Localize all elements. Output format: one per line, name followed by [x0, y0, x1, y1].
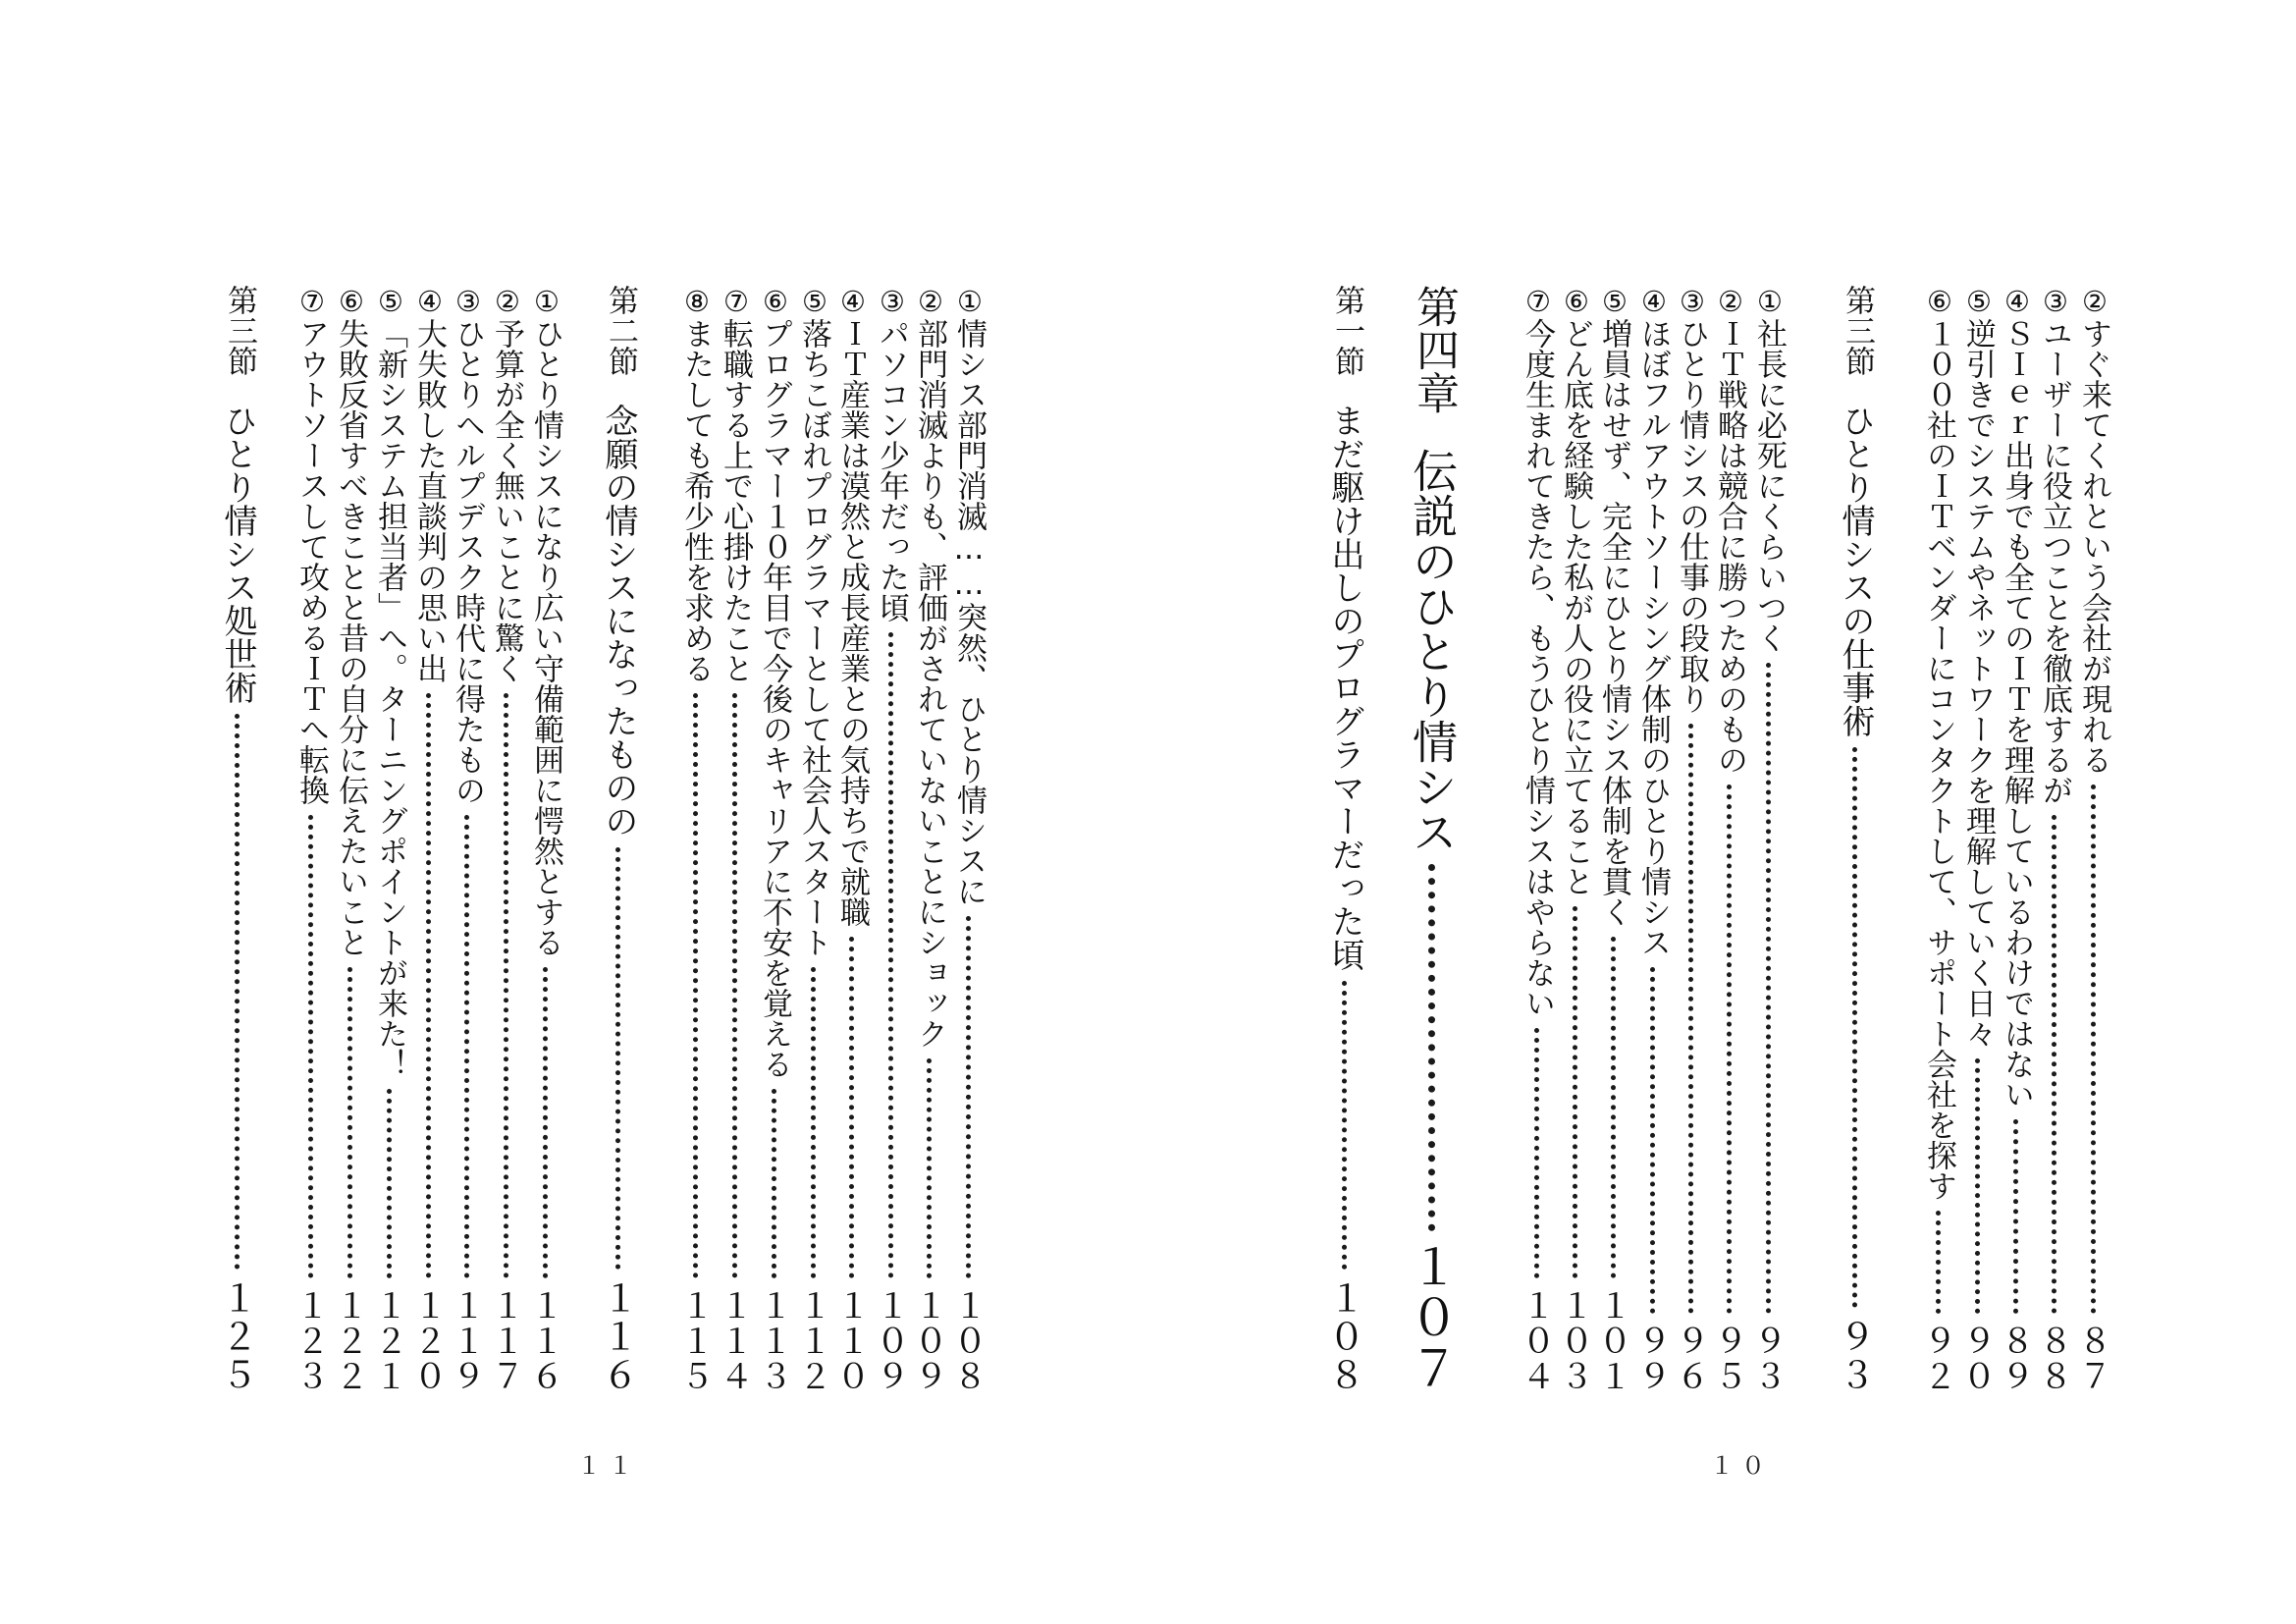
- entry-title: アウトソースして攻めるＩＴへ転換: [294, 318, 329, 805]
- toc-entry[interactable]: [1592, 285, 1631, 1394]
- section-title: ひとり情シス処世術: [218, 404, 257, 704]
- leader-dots: [1325, 981, 1347, 1270]
- entry-page: ９０: [1956, 1324, 1996, 1394]
- entry-number: ③: [876, 285, 909, 318]
- toc-entry[interactable]: [1631, 285, 1671, 1394]
- entry-title: またしても希少性を求める: [678, 318, 714, 683]
- entry-number: ④: [836, 285, 870, 318]
- entry-page: １１６: [524, 1288, 563, 1394]
- toc-entry[interactable]: [524, 285, 563, 1394]
- entry-number: ⑦: [720, 285, 753, 318]
- entry-title: ほぼフルアウトソーシング体制のひとり情シス: [1635, 318, 1671, 957]
- entry-title: １００社のＩＴベンダーにコンタクトして、サポート会社を探す: [1921, 318, 1956, 1201]
- chapter-title: 伝説のひとり情シス: [1406, 448, 1459, 854]
- toc-entry[interactable]: [1995, 285, 2034, 1394]
- entry-page: ８９: [1995, 1324, 2034, 1394]
- entry-number: ③: [452, 285, 485, 318]
- entry-page: １１５: [674, 1288, 714, 1394]
- leader-dots: [1959, 1058, 1980, 1314]
- entry-title: 増員はせず、完全にひとり情シス体制を貫く: [1596, 318, 1631, 927]
- toc-entry[interactable]: [1670, 285, 1709, 1394]
- entry-number: ①: [1753, 285, 1787, 318]
- leader-dots: [371, 1089, 392, 1278]
- toc-entry[interactable]: [2033, 285, 2072, 1394]
- entry-number: ⑤: [374, 285, 407, 318]
- entry-page: ９２: [1917, 1324, 1956, 1394]
- entry-page: １２２: [329, 1288, 368, 1394]
- entry-number: ①: [530, 285, 563, 318]
- entry-page: １０３: [1554, 1288, 1593, 1394]
- leader-dots: [332, 967, 352, 1278]
- toc-entry[interactable]: [908, 285, 947, 1394]
- toc-entry[interactable]: [870, 285, 909, 1394]
- entry-page: １１２: [792, 1288, 831, 1394]
- toc-entry[interactable]: [329, 285, 368, 1394]
- entry-page: ９９: [1631, 1324, 1671, 1394]
- leader-dots: [1836, 747, 1857, 1308]
- entry-number: ⑤: [798, 285, 831, 318]
- entry-page: １０９: [870, 1288, 909, 1394]
- toc-entry[interactable]: [947, 285, 987, 1394]
- leader-dots: [488, 693, 508, 1278]
- toc-entry[interactable]: [290, 285, 329, 1394]
- toc-entry[interactable]: [1956, 285, 1996, 1394]
- toc-entry[interactable]: [714, 285, 753, 1394]
- section-number: 第三節: [222, 285, 257, 376]
- entry-page: １１７: [485, 1288, 524, 1394]
- section-number: 第三節: [1840, 285, 1875, 376]
- entry-title: 予算が全く無いことに驚く: [489, 318, 524, 683]
- entry-title: 部門消滅よりも、評価がされていないことにショック: [912, 318, 947, 1049]
- entry-title: プログラマー１０年目で今後のキャリアに不安を覚える: [757, 318, 792, 1079]
- toc-entry[interactable]: [1917, 285, 1956, 1394]
- toc-entry[interactable]: [792, 285, 831, 1394]
- entry-title: どん底を経験した私が人の役に立てること: [1558, 318, 1593, 896]
- toc-entry[interactable]: [1708, 285, 1747, 1394]
- leader-dots: [2075, 785, 2096, 1314]
- entry-title: ＩＴ戦略は競合に勝つためのもの: [1712, 318, 1747, 775]
- entry-number: ⑤: [1962, 285, 1996, 318]
- entry-title: ひとり情シスになり広い守備範囲に愕然とする: [528, 318, 563, 957]
- chapter-page: １０７: [1402, 1241, 1459, 1394]
- section-page: １２５: [215, 1279, 257, 1394]
- section-page: １１６: [596, 1279, 638, 1394]
- leader-dots: [795, 967, 816, 1278]
- leader-dots: [1634, 967, 1655, 1314]
- leader-dots: [449, 815, 469, 1278]
- leader-dots: [2036, 815, 2056, 1314]
- leader-dots: [1595, 937, 1616, 1278]
- leader-dots: [599, 847, 620, 1270]
- leader-dots: [911, 1058, 932, 1278]
- entry-number: ④: [413, 285, 447, 318]
- entry-page: １２０: [407, 1288, 447, 1394]
- entry-page: ９５: [1708, 1324, 1747, 1394]
- entry-number: ③: [1676, 285, 1709, 318]
- entry-title: 今度生まれてきたら、もうひとり情シスはやらない: [1520, 318, 1555, 1018]
- entry-title: 情シス部門消滅……突然、ひとり情シスに: [951, 318, 987, 906]
- toc-entry[interactable]: [830, 285, 870, 1394]
- entry-number: ⑧: [680, 285, 714, 318]
- entry-page: ８７: [2072, 1324, 2111, 1394]
- page-number: １０: [1710, 1454, 1773, 1480]
- leader-dots: [1750, 663, 1771, 1314]
- entry-page: １２３: [290, 1288, 329, 1394]
- entry-number: ⑥: [1923, 285, 1956, 318]
- entry-title: すぐ来てくれという会社が現れる: [2076, 318, 2111, 775]
- leader-dots: [1673, 724, 1693, 1314]
- right-page: [1148, 0, 2296, 1624]
- entry-number: ⑥: [759, 285, 792, 318]
- toc-entry[interactable]: [1554, 285, 1593, 1394]
- entry-title: 「新システム担当者」へ。ターニングポイントが来た！: [372, 318, 407, 1079]
- leader-dots: [756, 1089, 776, 1278]
- toc-section[interactable]: [1833, 285, 1875, 1394]
- leader-dots: [950, 916, 971, 1278]
- entry-title: 社長に必死にくらいつく: [1751, 318, 1787, 653]
- entry-page: ９３: [1747, 1324, 1787, 1394]
- entry-number: ⑦: [1522, 285, 1555, 318]
- toc-entry[interactable]: [753, 285, 792, 1394]
- entry-page: １０９: [908, 1288, 947, 1394]
- toc-chapter[interactable]: [1402, 285, 1459, 1394]
- leader-dots: [1404, 864, 1435, 1231]
- entry-page: １０１: [1592, 1288, 1631, 1394]
- chapter-number: 第四章: [1409, 285, 1459, 414]
- section-title: ひとり情シスの仕事術: [1836, 404, 1875, 737]
- leader-dots: [677, 693, 698, 1278]
- entry-title: ＩＴ産業は漠然と成長産業との気持ちで就職: [834, 318, 870, 927]
- page-number: １１: [577, 1454, 640, 1480]
- entry-title: ユーザーに役立つことを徹底するが: [2037, 318, 2072, 805]
- leader-dots: [410, 693, 431, 1278]
- entry-title: 落ちこぼれプログラマーとして社会人スタート: [796, 318, 831, 957]
- entry-number: ⑥: [335, 285, 368, 318]
- leader-dots: [717, 693, 737, 1278]
- entry-number: ⑤: [1598, 285, 1631, 318]
- entry-number: ④: [2001, 285, 2034, 318]
- leader-dots: [218, 714, 240, 1270]
- entry-title: 転職する上で心掛けたこと: [718, 318, 753, 683]
- toc-entry[interactable]: [407, 285, 447, 1394]
- toc-entry[interactable]: [446, 285, 485, 1394]
- entry-page: ８８: [2033, 1324, 2072, 1394]
- entry-number: ②: [914, 285, 947, 318]
- leader-dots: [527, 967, 548, 1278]
- toc-entry[interactable]: [674, 285, 714, 1394]
- toc-entry[interactable]: [1747, 285, 1787, 1394]
- entry-page: １０４: [1516, 1288, 1555, 1394]
- entry-number: ②: [1714, 285, 1747, 318]
- section-page: １０８: [1322, 1279, 1364, 1394]
- leader-dots: [833, 937, 854, 1278]
- entry-number: ⑥: [1560, 285, 1593, 318]
- entry-title: パソコン少年だった頃: [874, 318, 909, 623]
- section-number: 第二節: [603, 285, 638, 376]
- entry-number: ③: [2039, 285, 2072, 318]
- entry-number: ②: [2078, 285, 2111, 318]
- entry-title: 逆引きでシステムやネットワークを理解していく日々: [1960, 318, 1996, 1049]
- entry-title: ＳＩｅｒ出身でも全てのＩＴを理解しているわけではない: [1999, 318, 2034, 1110]
- entry-number: ①: [953, 285, 987, 318]
- entry-title: 大失敗した直談判の思い出: [411, 318, 447, 683]
- entry-page: １１４: [714, 1288, 753, 1394]
- leader-dots: [293, 815, 313, 1278]
- section-title: まだ駆け出しのプログラマーだった頃: [1325, 404, 1364, 971]
- leader-dots: [873, 632, 893, 1278]
- entry-title: ひとり情シスの仕事の段取り: [1674, 318, 1709, 714]
- leader-dots: [1998, 1119, 2018, 1314]
- entry-number: ⑦: [295, 285, 329, 318]
- entry-page: １１０: [830, 1288, 870, 1394]
- toc-section[interactable]: [215, 285, 257, 1394]
- toc-section[interactable]: [596, 285, 638, 1394]
- toc-entry[interactable]: [2072, 285, 2111, 1394]
- leader-dots: [1920, 1211, 1941, 1314]
- entry-number: ②: [491, 285, 524, 318]
- entry-page: １０８: [947, 1288, 987, 1394]
- leader-dots: [1519, 1028, 1539, 1278]
- entry-page: ９６: [1670, 1324, 1709, 1394]
- toc-entry[interactable]: [485, 285, 524, 1394]
- toc-entry[interactable]: [368, 285, 407, 1394]
- section-number: 第一節: [1329, 285, 1364, 376]
- leader-dots: [1711, 785, 1732, 1314]
- section-page: ９３: [1833, 1318, 1875, 1394]
- leader-dots: [1557, 906, 1577, 1278]
- entry-page: １１９: [446, 1288, 485, 1394]
- entry-title: ひとりヘルプデスク時代に得たもの: [450, 318, 485, 805]
- toc-section[interactable]: [1322, 285, 1364, 1394]
- entry-page: １１３: [753, 1288, 792, 1394]
- toc-entry[interactable]: [1516, 285, 1555, 1394]
- entry-title: 失敗反省すべきことと昔の自分に伝えたいこと: [333, 318, 368, 957]
- entry-number: ④: [1637, 285, 1671, 318]
- section-title: 念願の情シスになったものの: [599, 404, 638, 838]
- entry-page: １２１: [368, 1288, 407, 1394]
